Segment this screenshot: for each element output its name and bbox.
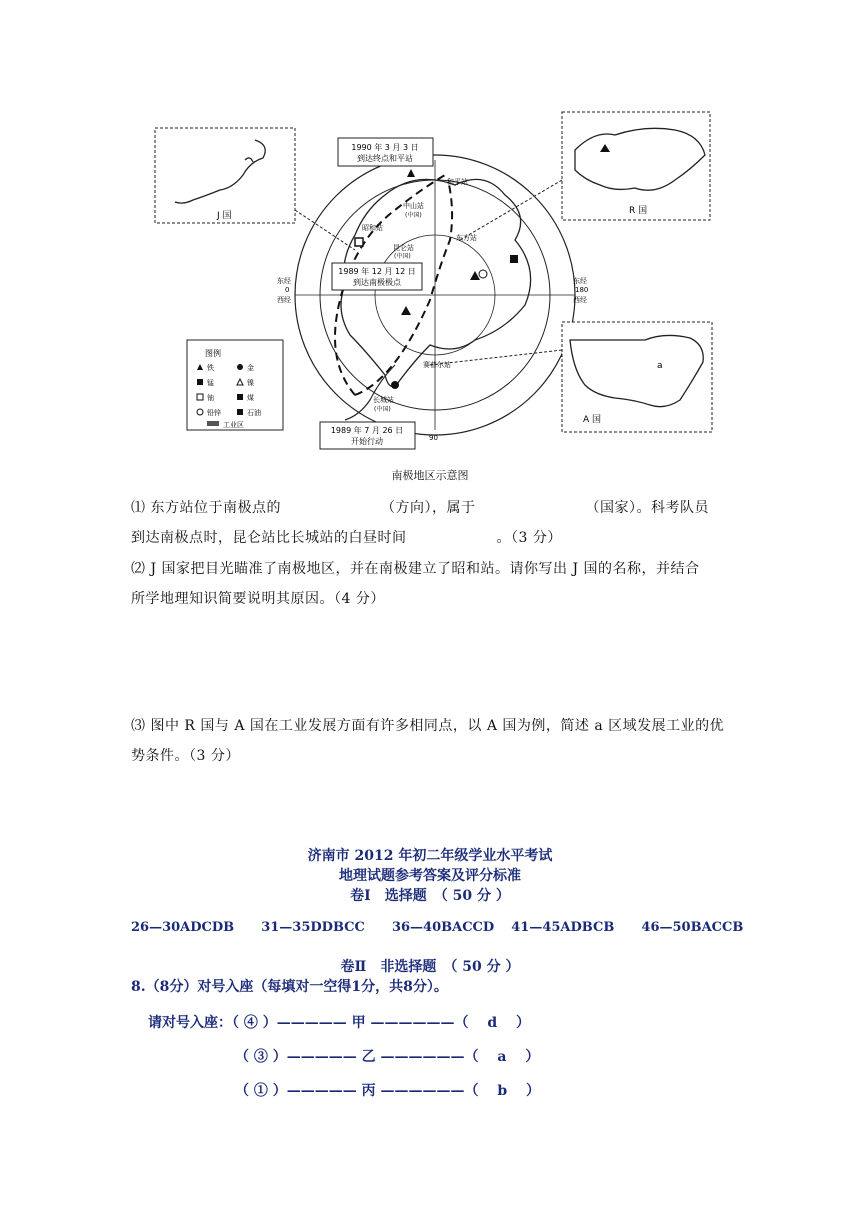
match-end: ——————（ a ）	[380, 1049, 540, 1065]
legend-item-2: 锰	[207, 379, 214, 387]
label-a-country: A 国	[583, 415, 602, 425]
legend-item-4: 铀	[207, 394, 214, 402]
match-row-3	[235, 1081, 540, 1101]
q1-text-d: 到达南极点时，昆仑站比长城站的白昼时间	[131, 530, 407, 546]
iron-symbol	[407, 169, 415, 177]
question-8-heading: 8.（8分）对号入座（每填对一空得1分，共8分）。	[131, 979, 448, 995]
label-r-country: R 国	[629, 206, 648, 216]
section-1-heading: 卷Ⅰ 选择题 （ 50 分 ）	[350, 888, 510, 904]
callout-1990-line1: 1990 年 3 月 3 日	[351, 143, 419, 152]
match-mid: 乙	[361, 1049, 376, 1065]
q3-line1: ⑶ 图中 R 国与 A 国在工业发展方面有许多相同点，以 A 国为例，简述 a 区域发展工业的优	[131, 718, 725, 734]
legend-title: 图例	[205, 349, 221, 358]
legend-item-7: 石油	[247, 409, 261, 417]
legend-item-8: 工业区	[223, 421, 244, 429]
answers-title-2: 地理试题参考答案及评分标准	[339, 868, 521, 884]
match-num: （ ④ ）—————	[232, 1015, 347, 1031]
match-prefix: 请对号入座：	[148, 1015, 232, 1031]
antarctica-map	[145, 100, 720, 490]
legend-item-0: 铁	[207, 364, 214, 372]
choice-answers	[131, 920, 743, 935]
question-3	[131, 711, 741, 771]
match-end: ——————（ b ）	[380, 1083, 541, 1099]
callout-1989-12-line1: 1989 年 12 月 12 日	[338, 267, 416, 276]
q1-text-e: 。（3 分）	[496, 530, 562, 546]
label-zhongguo1: (中国)	[405, 212, 422, 219]
label-east-right: 东经	[573, 277, 587, 285]
q1-line1	[131, 493, 741, 523]
polar-circles	[295, 155, 575, 435]
match-end: ——————（ d ）	[370, 1015, 531, 1031]
label-east-left: 东经	[277, 277, 291, 285]
callout-1989-7-line1: 1989 年 7 月 26 日	[330, 426, 404, 435]
legend-item-1: 金	[247, 364, 254, 372]
inset-r	[562, 112, 710, 220]
choice-group: 41—45ADBCB	[511, 920, 615, 935]
match-mid: 甲	[351, 1015, 366, 1031]
label-saiping: 赛普尔站	[423, 361, 451, 369]
label-dongfang: 东方站	[456, 234, 477, 242]
q1-text-a: ⑴ 东方站位于南极点的	[131, 500, 281, 516]
map-caption: 南极地区示意图	[391, 469, 469, 482]
coal-symbol	[510, 255, 518, 263]
q1-text-b: （方向），属于	[380, 500, 476, 516]
label-a-region: a	[657, 361, 663, 371]
label-west-right: 西经	[573, 296, 587, 304]
match-num: （ ③ ）—————	[235, 1049, 357, 1065]
label-zhaohe: 昭和站	[362, 224, 383, 232]
q1-text-c: （国家）。科考队员	[585, 500, 709, 516]
match-row-2	[235, 1047, 539, 1067]
q3-line2: 势条件。（3 分）	[131, 748, 240, 764]
match-row-1	[148, 1013, 530, 1033]
label-zhongguo3: (中国)	[374, 406, 391, 413]
question-1	[131, 493, 741, 553]
label-west-left: 西经	[277, 296, 291, 304]
legend-item-5: 煤	[247, 394, 254, 402]
match-mid: 丙	[361, 1083, 376, 1099]
label-zhongguo2: (中国)	[394, 253, 411, 260]
label-heping: 和平站	[447, 178, 468, 186]
label-kunlun: 昆仑站	[393, 244, 414, 252]
callout-1989-7-line2: 开始行动	[351, 437, 383, 446]
match-num: （ ① ）—————	[235, 1083, 357, 1099]
choice-group: 46—50BACCB	[641, 920, 744, 935]
label-180: 180	[575, 286, 589, 294]
choice-group: 36—40BACCD	[391, 920, 495, 935]
q2-line1: ⑵ J 国家把目光瞄准了南极地区，并在南极建立了昭和站。请你写出 J 国的名称，并结合	[131, 561, 700, 577]
section-2-heading: 卷Ⅱ 非选择题 （ 50 分 ）	[340, 959, 520, 975]
inset-j	[155, 128, 295, 223]
label-90: 90	[429, 434, 438, 442]
label-zhongshan: 中山站	[403, 202, 424, 210]
legend-item-6: 铅锌	[207, 409, 221, 417]
q1-line2	[131, 523, 741, 553]
answers-title-1: 济南市 2012 年初二年级学业水平考试	[307, 848, 553, 864]
q2-line2: 所学地理知识简要说明其原因。（4 分）	[131, 591, 385, 607]
callout-1990-line2: 到达终点和平站	[357, 154, 413, 163]
question-2	[131, 554, 741, 614]
label-j-country: J 国	[217, 211, 232, 221]
choice-group: 26—30ADCDB	[131, 920, 235, 935]
label-zero: 0	[285, 286, 290, 294]
callout-1989-12-line2: 到达南极极点	[353, 278, 401, 287]
legend-item-3: 镍	[247, 379, 254, 387]
label-changcheng: 长城站	[373, 396, 394, 404]
choice-group: 31—35DDBCC	[261, 920, 365, 935]
